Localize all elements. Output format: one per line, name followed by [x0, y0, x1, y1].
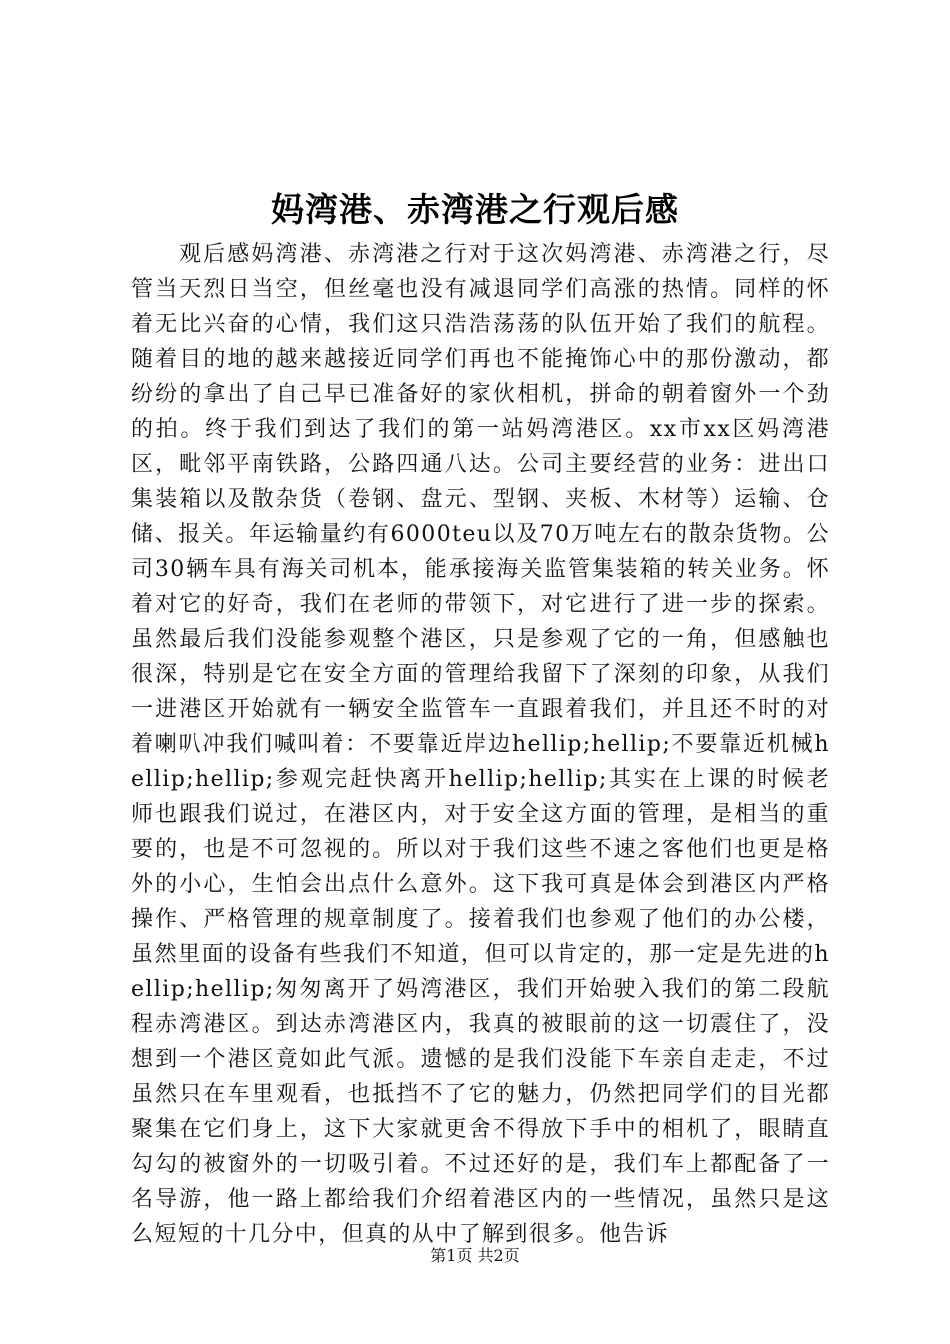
document-title: 妈湾港、赤湾港之行观后感: [271, 190, 679, 229]
document-body: 观后感妈湾港、赤湾港之行对于这次妈湾港、赤湾港之行，尽管当天烈日当空，但丝毫也没有减退同学们高涨的热情。同样的怀着无比兴奋的心情，我们这只浩浩荡荡的队伍开始了我们的航程。随着目的地的越来越接近同学们再也不能掩饰心中的那份激动，都纷纷的拿出了自己早已准备好的家伙相机，拼命的朝着窗外一个劲的拍。终于我们到达了我们的第一站妈湾港区。xx市xx区妈湾港区，毗邻平南铁路，公路四通八达。公司主要经营的业务：进出口集装箱以及散杂货（卷钢、盘元、型钢、夹板、木材等）运输、仓储、报关。年运输量约有6000teu以及70万吨左右的散杂货物。公司30辆车具有海关司机本，能承接海关监管集装箱的转关业务。怀着对它的好奇，我们在老师的带领下，对它进行了进一步的探索。虽然最后我们没能参观整个港区，只是参观了它的一角，但感触也很深，特别是它在安全方面的管理给我留下了深刻的印象，从我们一进港区开始就有一辆安全监管车一直跟着我们，并且还不时的对着喇叭冲我们喊叫着：不要靠近岸边hellip;hellip;不要靠近机械hellip;hellip;参观完赶快离开hellip;hellip;其实在上课的时候老师也跟我们说过，在港区内，对于安全这方面的管理，是相当的重要的，也是不可忽视的。所以对于我们这些不速之客他们也更是格外的小心，生怕会出点什么意外。这下我可真是体会到港区内严格操作、严格管理的规章制度了。接着我们也参观了他们的办公楼，虽然里面的设备有些我们不知道，但可以肯定的，那一定是先进的hellip;hellip;匆匆离开了妈湾港区，我们开始驶入我们的第二段航程赤湾港区。到达赤湾港区内，我真的被眼前的这一切震住了，没想到一个港区竟如此气派。遗憾的是我们没能下车亲自走走，不过虽然只在车里观看，也抵挡不了它的魅力，仍然把同学们的目光都聚集在它们身上，这下大家就更舍不得放下手中的相机了，眼睛直勾勾的被窗外的一切吸引着。不过还好的是，我们车上都配备了一名导游，他一路上都给我们介绍着港区内的一些情况，虽然只是这么短短的十几分中，但真的从中了解到很多。他告诉: [131, 242, 830, 1247]
page-number: 第1页 共2页: [430, 1246, 520, 1265]
